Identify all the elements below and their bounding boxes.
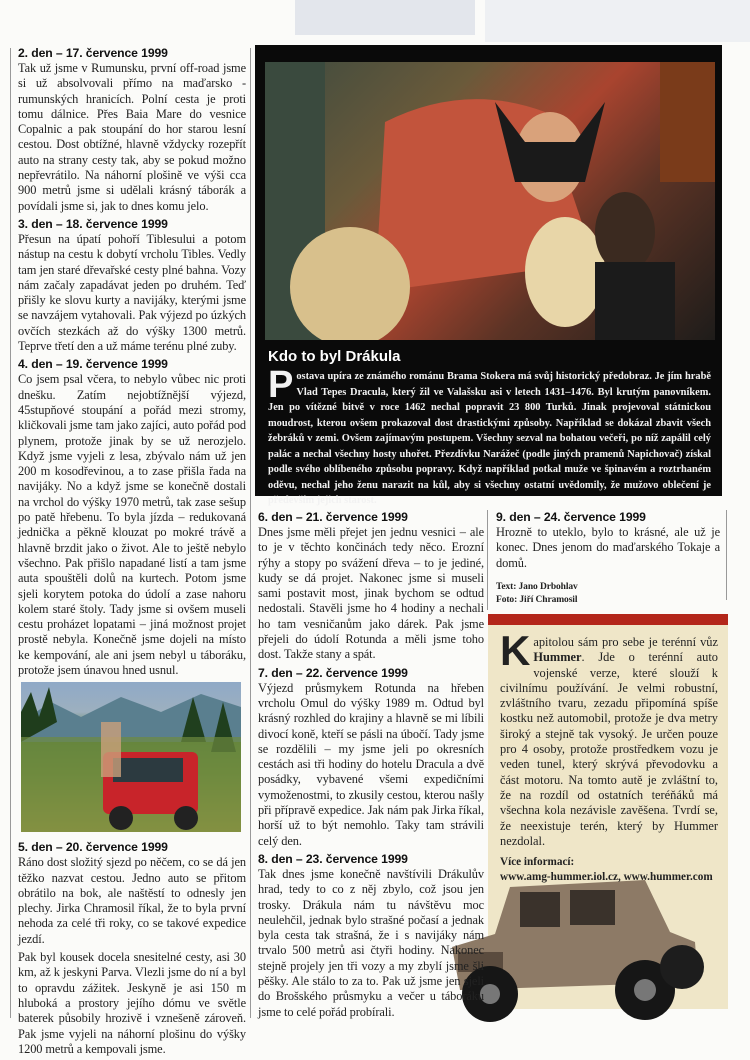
hummer-text bbox=[488, 625, 728, 885]
day-heading: 7. den – 22. července 1999 bbox=[258, 665, 408, 680]
hummer-name: Hummer bbox=[533, 650, 582, 665]
more-info bbox=[500, 855, 718, 885]
day-text: Tak už jsme v Rumunsku, první off-road jsme si už absolvovali přímo na maďarsko -rumunských hranicích. Polní cesta je proti tomu dálnice. Přes Baia Mare do vesnice Copalnic a pak stoupání do hor starou lesní cestou. Dost obtížné, hlavně vždycky rozepřít auto na strany cesty tak, aby se pokud možno nepřevrátilo. Na náhorní plošině ve výši cca 900 metrů jsme si udělali krásný táborák a povídali jsme si, jak to dnes komu jelo. bbox=[18, 61, 246, 213]
day-heading: 9. den – 24. července 1999 bbox=[496, 510, 646, 524]
day-heading: 6. den – 21. července 1999 bbox=[258, 510, 408, 524]
day-text: Výjezd průsmykem Rotunda na hřeben vrcholu Omul do výšky 1989 m. Odtud byl krásný rozhled do krajiny a hlavně se mi líbili divocí koně, kteří se pásli na úbočí. Tady jsme se rozdělili – my jsme jeli po okresních cestách asi tři hodiny do hotelu Dracula a dvě posádky, vybavené všemi expedičními vymoženostmi, to zkusily cestou, kterou našly při přípravě expedice. Jak nám pak Jirka říkal, horší už to být nemohlo. Taky tam strávili celý den. bbox=[258, 680, 484, 848]
day-heading: 2. den – 17. července 1999 bbox=[18, 46, 168, 60]
dracula-mural-photo bbox=[265, 62, 715, 340]
sidebar-body: ostava upíra ze známého románu Brama Stokera má svůj historický předobraz. Je jím hrabě Vlad Tepes Dracula, který žil ve Valašsku asi v letech 1431–1476. Byl krutým panovníkem. Jen po vítězné bitvě v roce 1462 nechal popravit 23 800 Turků. Jinak projevoval státnickou moudrost, kterou ovšem prokazoval dost drastickými způsoby. Například se dokázal zbavit všech žebráků v zemi. Ovšem zajímavým postupem. Všechny sezval na bohatou večeři, po níž zapálil celý palác a nechal všechny hosty uhořet. Přezdívku Narážeč (podle jiných pramenů Napichovač) získal podle svého oblíbeného způsobu popravy. Když například potkal muže ve špinavém a roztrhaném oděvu, nechal jeho ženu narazit na kůl, aby si všechny ostatní uvědomily, že mužovo oblečení je především jejich starost. bbox=[268, 371, 711, 506]
day-heading: 4. den – 19. července 1999 bbox=[18, 357, 168, 372]
dracula-sidebar-box bbox=[255, 45, 722, 506]
credits bbox=[496, 581, 720, 607]
column-rule bbox=[10, 48, 11, 1018]
day-text: Hrozně to uteklo, bylo to krásné, ale už je konec. Dnes jenom do maďarského Tokaje a domů. bbox=[496, 525, 720, 570]
day-entry bbox=[18, 357, 246, 678]
day-entry bbox=[18, 840, 246, 1057]
sidebar-title: Kdo to byl Drákula bbox=[268, 348, 401, 365]
day-text: Co jsem psal včera, to nebylo vůbec nic proti dnešku. Zatím nejobtížnější výjezd, 45stupňové stoupání a pořád mezi stromy, kličkovali jsme tam jako zajíci, auto pořád pod plynem, protože jinak by se už nerozjelo. Když jsme vyjeli z lesa, zbývalo nám už jen 200 m kosodřevinou, a to zase přišla řada na navijáky. No a když jsme se konečně dostali na vrchol do výšky 1970 metrů, tak zase sešup po patě hřebenu. To byla jízda – redukovaná jednička a pěkně klouzat po mokré trávě a hlavně brzdit jako o život. Ale to ještě nebylo všechno. Pak přišlo napadané listí a tam jsme auta spouštěli dolů na kurtech. Potom jsme sjeli korytem potoka do údolí a zase nahoru kolem staré štoly. Tady jsme si ovšem museli cestu proházet lopatami – jiná možnost projet prostě nebyla. Konečně jsme dojeli na místo ke kempování, ale ani jsem nebyl u táboráku, protože jsem únavou hned usnul. bbox=[18, 372, 246, 677]
day-entry bbox=[258, 510, 484, 663]
day-entry bbox=[18, 46, 246, 214]
day-text: Ráno dost složitý sjezd po něčem, co se dá jen těžko nazvat cestou. Jedno auto se přitom obrátilo na bok, ale naštěstí to odnesly jen plechy. Jirka Chramosil říkal, že to byla první nehoda za celé tři roky, co se takové expedice jezdí. bbox=[18, 855, 246, 946]
day-entry bbox=[18, 217, 246, 354]
day-heading: 8. den – 23. července 1999 bbox=[258, 851, 408, 866]
day-entry bbox=[258, 666, 484, 849]
day-text: Tak dnes jsme konečně navštívili Drákulův hrad, tedy to co z něj zbylo, což jsou jen trosky. Drákula nám tu návštěvu moc neulehčil, jednak bylo strašné počasí a jednak byla cesta tak strašná, že i s navijáky nám trvalo 500 metrů asi čtyři hodiny. Nakonec stejně projely jen tři vozy a my zbylí jsme šli pěšky. Ale stálo to za to. Pak už jsme jen sjeli do Brošského průsmyku a večer u táboráku jsme to celé pořád probírali. bbox=[258, 866, 484, 1019]
day-heading: 5. den – 20. července 1999 bbox=[18, 840, 168, 855]
header-image-fragment bbox=[295, 0, 475, 35]
day-text: Dnes jsme měli přejet jen jednu vesnici – ale to je v těchto končinách tedy něco. Erozní rýhy a stopy po svážení dřeva – to je jediné, kudy se dá projet. Nakonec jsme si museli sami postavit most, jinak bychom se odtud nedostali. Stavěli jsme ho 4 hodiny a nechali ho tam vesničanům jako dárek. Pak jsme přejeli do údolí Rotunda a měli jsme toho dost. Takže stany a spát. bbox=[258, 525, 484, 662]
sidebar-text bbox=[268, 364, 711, 509]
hummer-lead: apitolou sám pro sebe je terénní vůz bbox=[533, 635, 718, 649]
column-rule bbox=[726, 510, 727, 600]
day-text: Přesun na úpatí pohoří Tiblesului a potom nástup na cestu k dobytí vrcholu Tibles. Vedly tam jen staré dřevařské cesty plné bahna. Vozy nám začaly zapadávat jeden po druhém. Teď přišly ke slovu kurty a navijáky, kterými jsme se navzájem vytahovali. Pak výjezd po úzkých ovčích stezkách až do výšky 1300 metrů. Teprve třetí den a už máme terénu plné zuby. bbox=[18, 231, 246, 354]
column-rule bbox=[487, 510, 488, 610]
right-column bbox=[496, 510, 720, 607]
left-column bbox=[18, 46, 246, 1060]
drop-cap: K bbox=[500, 627, 531, 674]
text-credit: Text: Jano Drbohlav bbox=[496, 581, 578, 592]
middle-column bbox=[258, 510, 484, 1023]
header-image-fragment bbox=[485, 0, 750, 42]
hummer-body: . Jde o terénní auto vojenské verze, které slouží k civilnímu používání. Je velmi robustní, zvláštního tvaru, zezadu připomíná spíše kostku než automobil, protože je dva metry široký a stejně tak vysoký. Je určen pouze pro 4 osoby, protože prostředkem vozu je veden tunel, který skrývá převodovku a část motoru. Na tomto autě je zvláštní to, že na rozdíl od ostatních teréňáků má všechna kola nezávisle zavěšena. Tvrdí se, že neexistuje terén, který by Hummer nezdolal. bbox=[500, 650, 718, 848]
offroad-car-photo bbox=[21, 682, 241, 832]
day-entry bbox=[258, 852, 484, 1020]
accent-bar bbox=[488, 614, 728, 625]
more-info-label: Více informací: bbox=[500, 856, 575, 869]
more-info-links[interactable]: www.amg-hummer.iol.cz, www.hummer.com bbox=[500, 871, 713, 884]
photo-credit: Foto: Jiří Chramosil bbox=[496, 594, 578, 605]
day-text: Pak byl kousek docela snesitelné cesty, asi 30 km, až k jeskyni Parva. Vlezli jsme do ní a byl to opravdu zážitek. Jeskyně je asi 150 m hluboká a prostory jejího dómu ve světle baterek působily hrozivě i vznešeně zároveň. Pak jsme vyjeli na náhorní plošinu do výšky 1200 metrů a kempovali jsme. bbox=[18, 950, 246, 1056]
column-rule bbox=[250, 48, 251, 1018]
day-heading: 3. den – 18. července 1999 bbox=[18, 216, 168, 231]
drop-cap: P bbox=[268, 364, 294, 406]
